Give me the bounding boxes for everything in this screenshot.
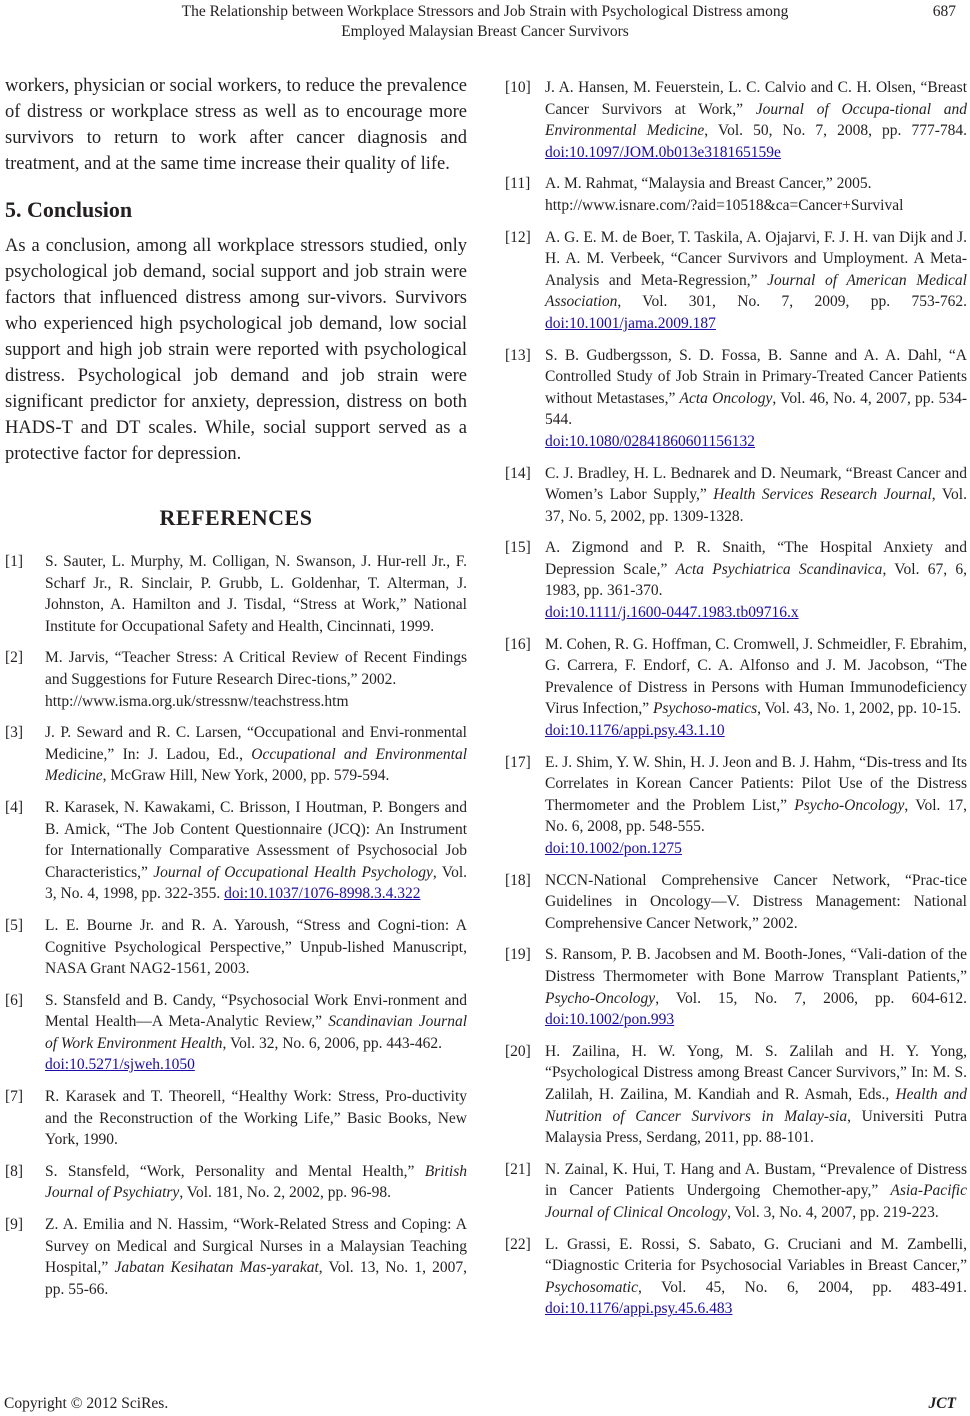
reference-source: Health Services Research Journal	[713, 486, 932, 504]
reference-text	[45, 551, 467, 637]
page-number: 687	[932, 3, 956, 20]
reference-source: Psycho-Oncology	[545, 989, 656, 1007]
reference-item	[5, 915, 467, 980]
reference-body: A. M. Rahmat, “Malaysia and Breast Cancer,” 2005.	[545, 175, 872, 193]
references-heading: REFERENCES	[159, 505, 313, 530]
reference-source: Occupational and Environmental Medicine	[45, 745, 467, 785]
reference-number: [6]	[5, 991, 24, 1009]
reference-body: M. Cohen, R. G. Hoffman, C. Cromwell, J. Schmeidler, F. Ebrahim, G. Carrera, F. Endorf, C. A. Alfonso and J. M. Jacobson, “The Prevalence of Distress in Persons with Human Immunodeficiency Virus Infection,”	[545, 635, 967, 718]
reference-text	[45, 915, 467, 980]
reference-text	[45, 1214, 467, 1300]
copyright: Copyright © 2012 SciRes.	[4, 1395, 169, 1412]
reference-text	[545, 463, 967, 528]
reference-number: [4]	[5, 798, 24, 816]
reference-item	[5, 990, 467, 1076]
reference-body: Z. A. Emilia and N. Hassim, “Work-Related Stress and Coping: A Survey on Medical and Surgical Nurses in a Malaysian Teaching Hospital,”	[45, 1216, 467, 1277]
reference-body: L. E. Bourne Jr. and R. A. Yaroush, “Stress and Cogni-tion: A Cognitive Psychological Perspective,” Unpub-lished Manuscript, NASA Grant NAG2-1561, 2003.	[45, 916, 467, 978]
reference-source: Journal of American Medical Association	[545, 271, 967, 311]
reference-details: , Vol. 17, No. 6, 2008, pp. 548-555.	[545, 796, 967, 836]
reference-text	[545, 634, 967, 742]
header-title-line2: Employed Malaysian Breast Cancer Survivors	[341, 23, 629, 40]
reference-url: http://www.isnare.com/?aid=10518&ca=Cancer+Survival	[545, 196, 904, 214]
reference-item	[505, 1234, 967, 1320]
reference-text	[545, 752, 967, 860]
reference-details: , Vol. 32, No. 6, 2006, pp. 443-462.	[222, 1034, 442, 1052]
reference-item	[505, 1159, 967, 1224]
reference-item	[505, 463, 967, 528]
reference-item	[505, 634, 967, 742]
doi-link[interactable]: doi:10.1002/pon.1275	[545, 840, 682, 857]
reference-body: C. J. Bradley, H. L. Bednarek and D. Neumark, “Breast Cancer and Women’s Labor Supply,”	[545, 464, 967, 504]
reference-text	[45, 1161, 467, 1204]
reference-body: A. Zigmond and P. R. Snaith, “The Hospital Anxiety and Depression Scale,”	[545, 539, 967, 578]
reference-body: S. B. Gudbergsson, S. D. Fossa, B. Sanne and A. A. Dahl, “A Controlled Study of Job Strain in Primary-Treated Cancer Patients without Metastases,”	[545, 346, 967, 407]
reference-details: , Vol. 67, 6, 1983, pp. 361-370.	[545, 560, 967, 600]
reference-number: [12]	[505, 228, 531, 246]
reference-details: , Vol. 181, No. 2, 2002, pp. 96-98.	[179, 1184, 392, 1202]
reference-details: , Vol. 3, No. 4, 2007, pp. 219-223.	[727, 1203, 939, 1221]
reference-text	[545, 77, 967, 163]
reference-source: Journal of Occupa-tional and Environmental Medicine	[545, 100, 967, 140]
reference-details: , Vol. 43, No. 1, 2002, pp. 10-15.	[757, 700, 962, 718]
reference-body: S. Stansfeld and B. Candy, “Psychosocial Work Envi-ronment and Mental Health—A Meta-Analytic Review,”	[45, 991, 467, 1031]
reference-body: H. Zailina, H. W. Yong, M. S. Zalilah and H. Y. Yong, “Psychological Distress among Breast Cancer Survivors,” In: M. S. Zalilah, H. Zailina, M. Kandiah and R. Asmah, Eds.,	[545, 1042, 967, 1103]
reference-item	[5, 1161, 467, 1204]
reference-number: [7]	[5, 1088, 24, 1106]
doi-link[interactable]: doi:10.1176/appi.psy.43.1.10	[545, 722, 725, 740]
reference-body: A. G. E. M. de Boer, T. Taskila, A. Ojajarvi, F. J. H. van Dijk and J. H. A. M. Verbeek, “Cancer Survivors and Umployment. A Meta-Analysis and Meta-Regression,”	[545, 228, 967, 289]
reference-number: [3]	[5, 724, 24, 742]
reference-item	[505, 345, 967, 453]
reference-body: S. Ransom, P. B. Jacobsen and M. Booth-Jones, “Vali-dation of the Distress Thermometer with Bone Marrow Transplant Patients,”	[545, 946, 967, 985]
reference-body: R. Karasek, N. Kawakami, C. Brisson, I Houtman, P. Bongers and B. Amick, “The Job Content Questionnaire (JCQ): An Instrument for Internationally Comparative Assessment of Psychosocial Job Characteristics,”	[45, 798, 467, 881]
reference-number: [2]	[5, 649, 24, 667]
reference-item	[5, 647, 467, 712]
reference-number: [9]	[5, 1216, 24, 1234]
journal-abbrev: JCT	[928, 1395, 956, 1412]
reference-number: [10]	[505, 79, 531, 96]
reference-number: [22]	[505, 1235, 531, 1253]
header-title-line1: The Relationship between Workplace Stressors and Job Strain with Psychological Distress among	[181, 3, 789, 20]
doi-link[interactable]: doi:10.1001/jama.2009.187	[545, 314, 716, 332]
reference-text	[545, 1159, 967, 1224]
reference-item	[505, 173, 967, 216]
reference-body: R. Karasek and T. Theorell, “Healthy Work: Stress, Pro-ductivity and the Reconstruction of the Working Life,” Basic Books, New York, 1990.	[45, 1088, 467, 1149]
reference-item	[505, 77, 967, 163]
reference-text	[45, 797, 467, 905]
reference-body: E. J. Shim, Y. W. Shin, H. J. Jeon and B. J. Hahm, “Dis-tress and Its Correlates in Korean Cancer Patients: Pilot Use of the Distress Thermometer and the Problem List,”	[545, 753, 967, 814]
reference-text	[45, 722, 467, 787]
left-column	[5, 73, 467, 1310]
reference-number: [18]	[505, 871, 531, 889]
reference-item	[505, 1041, 967, 1149]
reference-body: L. Grassi, E. Rossi, S. Sabato, G. Cruciani and M. Zambelli, “Diagnostic Criteria for Psychosocial Variables in Breast Cancer,”	[545, 1235, 967, 1275]
doi-link[interactable]: doi:10.1080/02841860601156132	[545, 432, 755, 450]
reference-text	[545, 870, 967, 935]
reference-item	[5, 1214, 467, 1300]
doi-link[interactable]: doi:10.1176/appi.psy.45.6.483	[545, 1300, 733, 1318]
reference-body: M. Jarvis, “Teacher Stress: A Critical Review of Recent Findings and Suggestions for Future Research Direc-tions,” 2002.	[45, 649, 467, 688]
reference-number: [20]	[505, 1042, 531, 1060]
reference-body: S. Sauter, L. Murphy, M. Colligan, N. Swanson, J. Hur-rell Jr., F. Scharf Jr., R. Sinclair, P. Grubb, L. Goldenhar, T. Alterman, J. Johnston, A. Hamilton and J. Tisdal, “Stress at Work,” National Institute for Occupational Safety and Health, Cincinnati, 1999.	[45, 553, 467, 635]
reference-source: Acta Psychiatrica Scandinavica	[675, 560, 883, 578]
reference-number: [11]	[505, 175, 531, 193]
reference-source: Psychoso-matics	[652, 700, 758, 718]
reference-item	[5, 551, 467, 637]
reference-source: British Journal of Psychiatry	[45, 1162, 467, 1202]
reference-text	[545, 1234, 967, 1320]
reference-source: Psycho-Oncology	[794, 796, 905, 814]
reference-list-left	[5, 551, 467, 1300]
reference-item	[505, 870, 967, 935]
reference-number: [13]	[505, 346, 531, 364]
reference-details: , Vol. 46, No. 4, 2007, pp. 534-544.	[545, 389, 967, 429]
reference-item	[505, 227, 967, 335]
reference-list-right	[505, 77, 967, 1320]
reference-details: , Vol. 45, No. 6, 2004, pp. 483-491.	[637, 1278, 967, 1296]
reference-text	[545, 944, 967, 1030]
reference-source: Journal of Occupational Health Psychology	[153, 863, 433, 881]
reference-source: Jabatan Kesihatan Mas-yarakat	[114, 1259, 319, 1277]
reference-number: [8]	[5, 1162, 24, 1180]
reference-number: [15]	[505, 539, 531, 557]
reference-source: Acta Oncology	[679, 389, 773, 407]
doi-link[interactable]: doi:10.1097/JOM.0b013e318165159e	[545, 143, 781, 161]
reference-source: Scandinavian Journal of Work Environment Health	[45, 1013, 467, 1052]
reference-item	[5, 722, 467, 787]
reference-number: [19]	[505, 946, 531, 964]
reference-details: , Universiti Putra Malaysia Press, Serdang, 2011, pp. 88-101.	[545, 1107, 967, 1147]
reference-source: Asia-Pacific Journal of Clinical Oncology	[545, 1182, 967, 1221]
footer	[4, 1395, 956, 1413]
reference-text	[545, 345, 967, 453]
reference-number: [16]	[505, 635, 531, 653]
reference-details: , Vol. 3, No. 4, 1998, pp. 322-355.	[45, 863, 467, 903]
reference-details: , Vol. 37, No. 5, 2002, pp. 1309-1328.	[545, 486, 967, 525]
reference-number: [5]	[5, 916, 24, 934]
reference-body: J. A. Hansen, M. Feuerstein, L. C. Calvio and C. H. Olsen, “Breast Cancer Survivors at Work,”	[545, 79, 967, 118]
reference-item	[505, 537, 967, 623]
reference-text	[545, 537, 967, 623]
doi-link[interactable]: doi:10.1002/pon.993	[545, 1011, 675, 1029]
reference-number: [21]	[505, 1160, 531, 1178]
reference-source: Health and Nutrition of Cancer Survivors in Malay-sia	[545, 1085, 967, 1125]
doi-link[interactable]: doi:10.5271/sjweh.1050	[45, 1056, 195, 1074]
reference-details: , Vol. 13, No. 1, 2007, pp. 55-66.	[45, 1259, 467, 1298]
reference-body: N. Zainal, K. Hui, T. Hang and A. Bustam, “Prevalence of Distress in Cancer Patients Undergoing Chemother-apy,”	[545, 1160, 967, 1200]
reference-body: J. P. Seward and R. C. Larsen, “Occupational and Envi-ronmental Medicine,” In: J. Ladou, Ed.,	[45, 724, 467, 763]
right-column	[505, 77, 967, 1330]
reference-details: , McGraw Hill, New York, 2000, pp. 579-594.	[102, 767, 390, 785]
reference-text	[545, 1041, 967, 1149]
reference-item	[5, 1086, 467, 1151]
reference-details: , Vol. 301, No. 7, 2009, pp. 753-762.	[617, 293, 967, 311]
intro-paragraph: workers, physician or social workers, to reduce the prevalence of distress or workplace stress as well as to encourage more survivors to return to work after cancer diagnosis and treatment, and at the same time increase their quality of life.	[5, 76, 467, 174]
conclusion-text: As a conclusion, among all workplace stressors studied, only psychological job demand, social support and job strain were factors that influenced distress among sur-vivors. Survivors who experienced high psychological job demand, low social support and high job strain were reported with psychological distress. Psychological job demand and job strain were significant predictor for anxiety, depression, distress on both HADS-T and DT scales. While, social support served as a protective factor for depression.	[5, 236, 467, 464]
doi-link[interactable]: doi:10.1111/j.1600-0447.1983.tb09716.x	[545, 604, 799, 622]
reference-text	[45, 990, 467, 1076]
conclusion-heading: 5. Conclusion	[5, 197, 133, 222]
reference-details: , Vol. 50, No. 7, 2008, pp. 777-784.	[704, 122, 968, 140]
reference-number: [17]	[505, 753, 531, 771]
reference-body: S. Stansfeld, “Work, Personality and Mental Health,”	[45, 1162, 425, 1180]
reference-text	[545, 227, 967, 335]
reference-source: Psychosomatic	[545, 1278, 638, 1296]
reference-text	[45, 1086, 467, 1151]
reference-body: NCCN-National Comprehensive Cancer Network, “Prac-tice Guidelines in Oncology—V. Distress Management: National Comprehensive Cancer Network,” 2002.	[545, 871, 967, 932]
reference-item	[5, 797, 467, 905]
reference-item	[505, 944, 967, 1030]
reference-number: [1]	[5, 553, 24, 570]
reference-text	[45, 647, 467, 712]
reference-text	[545, 173, 967, 216]
reference-url: http://www.isma.org.uk/stressnw/teachstress.htm	[45, 692, 349, 710]
doi-link[interactable]: doi:10.1037/1076-8998.3.4.322	[224, 885, 421, 903]
reference-details: , Vol. 15, No. 7, 2006, pp. 604-612.	[655, 989, 967, 1007]
reference-item	[505, 752, 967, 860]
reference-number: [14]	[505, 464, 531, 482]
